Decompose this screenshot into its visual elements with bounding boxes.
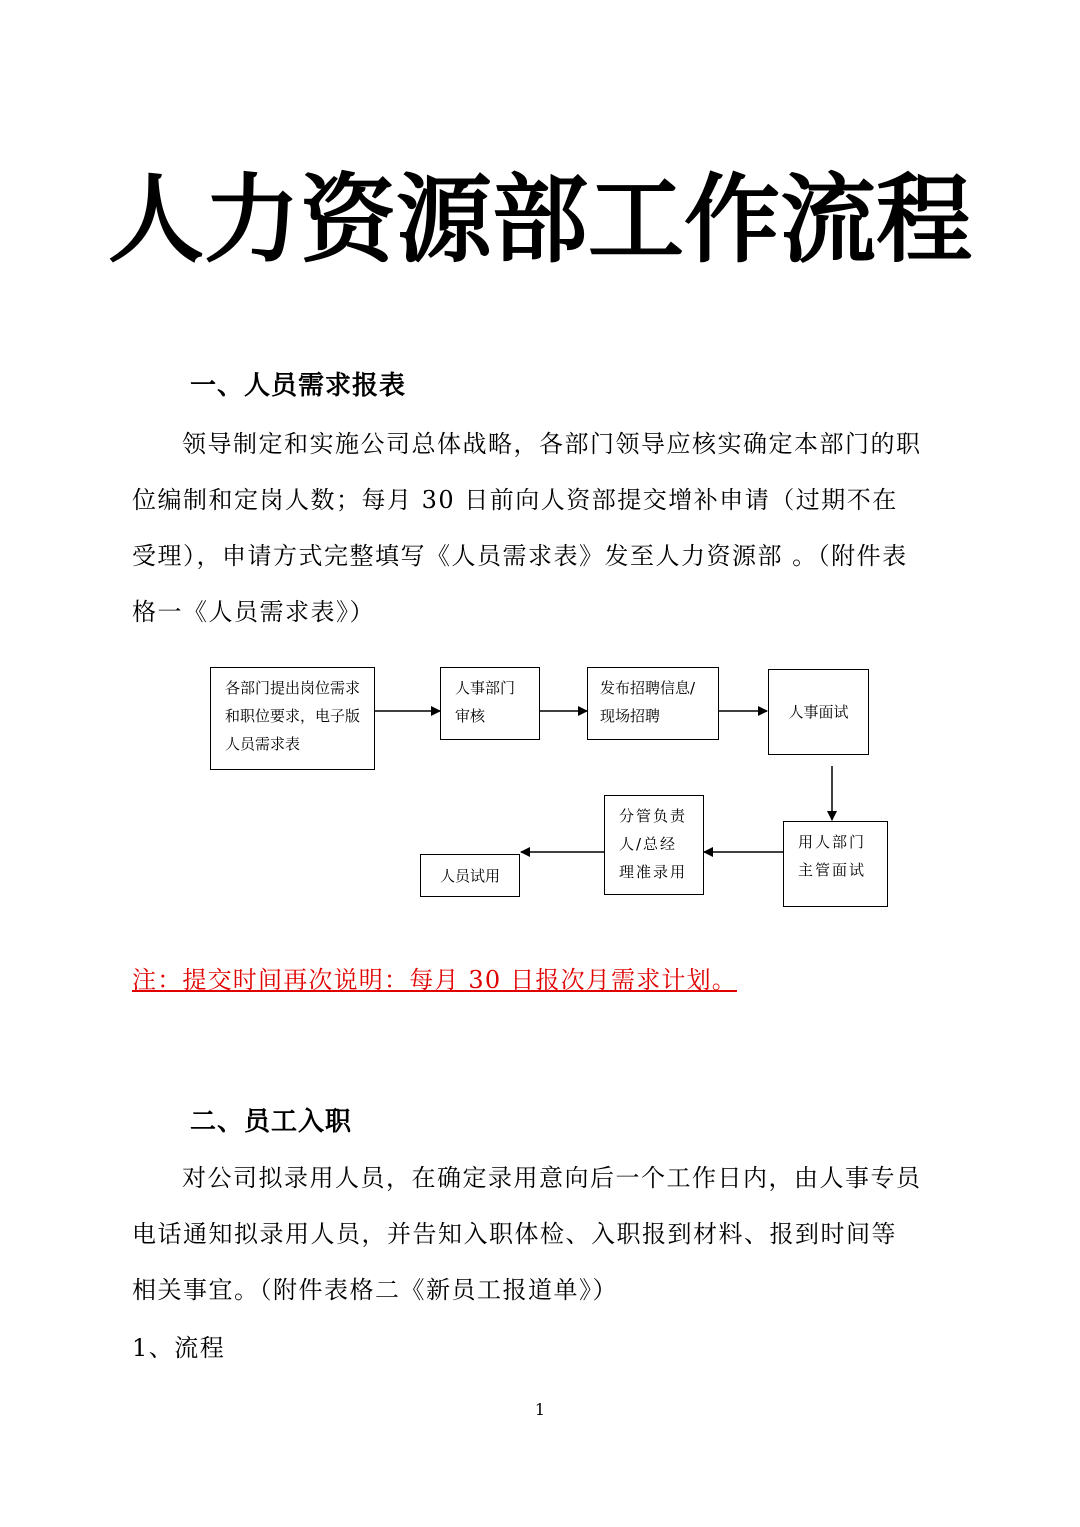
section2-paragraph: [132, 1150, 922, 1318]
flow-step-department-request: 各部门提出岗位需求和职位要求，电子版人员需求表: [210, 667, 375, 770]
section2-heading: 二、员工入职: [190, 1107, 353, 1137]
flow-step-gm-approval: 分管负责人/总经理准录用: [604, 795, 704, 895]
page-title: 人力资源部工作流程: [108, 164, 972, 276]
section1-note: 注：提交时间再次说明：每月 30 日报次月需求计划。: [132, 966, 737, 994]
flow-step-recruitment: 发布招聘信息/现场招聘: [587, 667, 719, 740]
page-number: 1: [534, 1400, 546, 1419]
flow-step-hr-interview: 人事面试: [768, 669, 869, 755]
section1-paragraph-text: 领导制定和实施公司总体战略，各部门领导应核实确定本部门的职位编制和定岗人数；每月 30 日前向人资部提交增补申请（过期不在受理），申请方式完整填写《人员需求表》发至人力资源部 。（附件表格一《人员需求表》）: [132, 430, 922, 626]
flow-step-probation: 人员试用: [420, 854, 520, 897]
section2-subheading: 1、流程: [132, 1334, 226, 1362]
section1-heading: 一、人员需求报表: [190, 371, 407, 401]
section2-paragraph-text: 对公司拟录用人员，在确定录用意向后一个工作日内，由人事专员电话通知拟录用人员，并告知入职体检、入职报到材料、报到时间等相关事宜。（附件表格二《新员工报道单》）: [132, 1164, 922, 1304]
flow-step-dept-manager-interview: 用人部门主管面试: [783, 821, 888, 907]
flow-step-hr-review: 人事部门审核: [440, 667, 540, 740]
